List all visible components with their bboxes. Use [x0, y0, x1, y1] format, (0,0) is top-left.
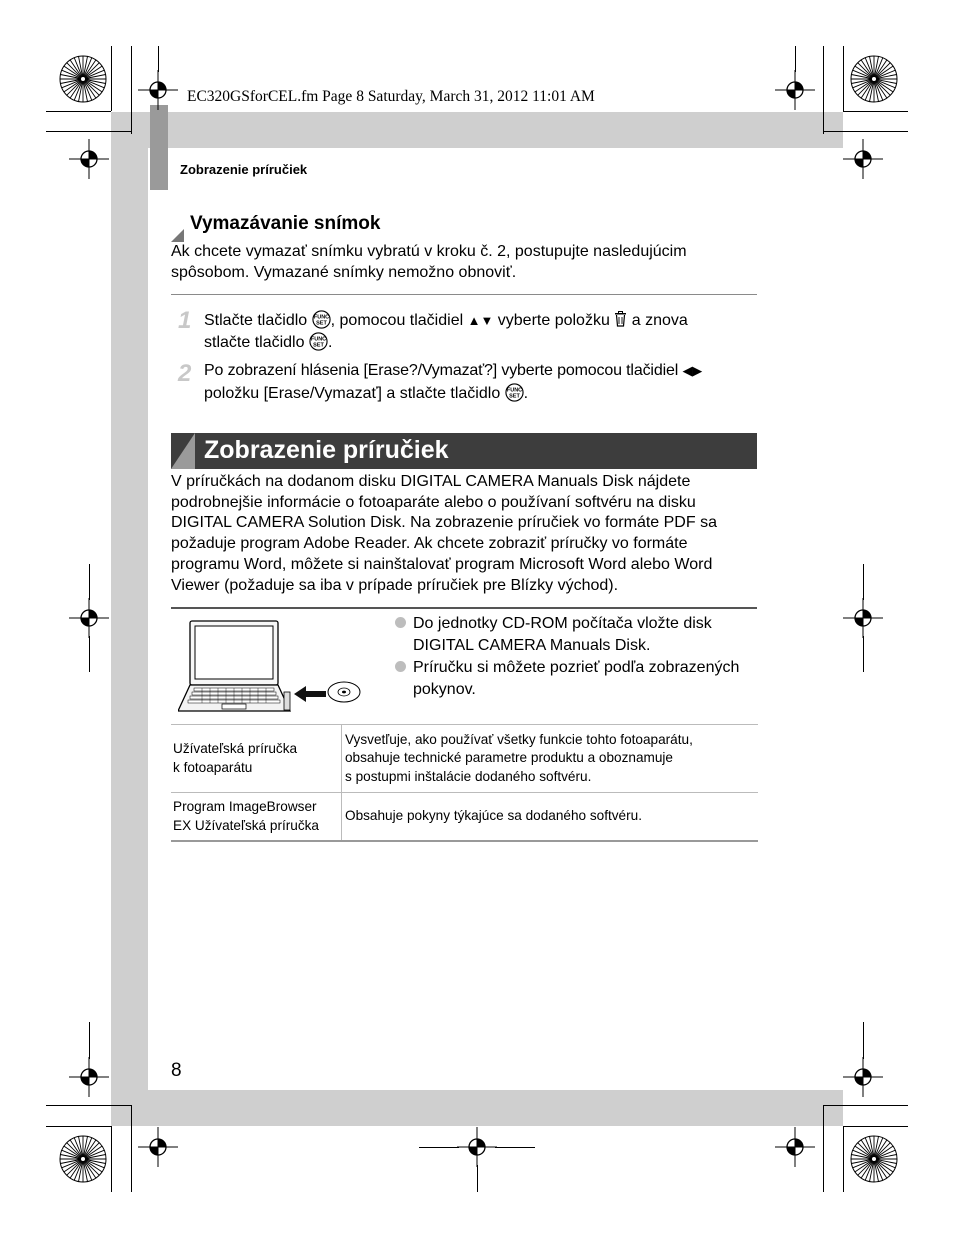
registration-mark-icon: [69, 598, 109, 638]
section-heading: Vymazávanie snímok: [190, 213, 381, 234]
trash-icon: [614, 311, 627, 327]
insert-arrow-icon: [292, 684, 328, 704]
crop-line: [89, 636, 90, 672]
page-number: 8: [171, 1060, 182, 1081]
manual-name: EX Užívateľská príručka: [173, 817, 319, 833]
registration-mark-icon: [843, 1057, 883, 1097]
step1-line1: [204, 310, 688, 332]
star-target-icon: [849, 54, 899, 104]
manual-description: s postupmi inštalácie dodaného softvéru.: [345, 768, 592, 784]
func-set-icon: [312, 310, 331, 329]
left-right-arrows-icon: ◀▶: [682, 363, 703, 378]
registration-mark-icon: [138, 1127, 178, 1167]
step1-text: a znova: [631, 312, 688, 329]
crop-line: [419, 1147, 459, 1148]
title-bar-triangle-icon: [171, 433, 195, 469]
erase-intro-line1: Ak chcete vymazať snímku vybratú v kroku č. 2, postupujte nasledujúcim: [171, 243, 687, 260]
body-line: V príručkách na dodanom disku DIGITAL CAMERA Manuals Disk nájdete: [171, 473, 691, 490]
divider: [171, 607, 757, 609]
manual-description: Vysvetľuje, ako používať všetky funkcie tohto fotoaparátu,: [345, 731, 693, 747]
manual-name: Program ImageBrowser: [173, 799, 317, 815]
star-target-icon: [849, 1134, 899, 1184]
body-line: programu Word, môžete si nainštalovať program Microsoft Word alebo Word: [171, 556, 713, 573]
manual-name: Užívateľská príručka: [173, 741, 298, 757]
step2-text: položku [Erase/Vymazať] a stlačte tlačidlo: [204, 385, 501, 402]
registration-mark-icon: [457, 1127, 497, 1167]
top-gray-band: [111, 112, 843, 148]
manuals-table: [171, 724, 758, 842]
step1-text: .: [327, 334, 333, 351]
crop-line: [46, 1126, 111, 1127]
crop-line: [823, 46, 824, 134]
left-gray-band: [111, 112, 148, 1126]
bullet-icon: [395, 661, 406, 672]
running-title: Zobrazenie príručiek: [180, 162, 308, 177]
erase-intro-line2: spôsobom. Vymazané snímky nemožno obnoviť.: [171, 264, 517, 281]
heading-triangle-icon: [171, 229, 184, 242]
step-number: 2: [178, 360, 192, 387]
registration-mark-icon: [138, 70, 178, 110]
crop-line: [111, 1126, 112, 1192]
crop-line: [863, 1022, 864, 1059]
crop-line: [863, 636, 864, 672]
section-title: Zobrazenie príručiek: [204, 436, 449, 464]
step1-line2: [204, 332, 332, 354]
func-set-icon: [505, 383, 524, 402]
crop-line: [823, 131, 908, 132]
crop-line: [477, 1165, 478, 1192]
crop-line: [843, 1126, 844, 1192]
bullet-text: pokynov.: [413, 681, 476, 698]
crop-line: [843, 111, 908, 112]
body-line: Viewer (požaduje sa iba v prípade príručiek pre Blízky východ).: [171, 577, 619, 594]
bullet-text: Do jednotky CD-ROM počítača vložte disk: [413, 615, 712, 632]
crop-line: [89, 564, 90, 600]
step1-text: Stlačte tlačidlo: [204, 312, 308, 329]
table-row: [171, 793, 758, 842]
divider: [171, 294, 757, 295]
step2-text: Po zobrazení hlásenia [Erase?/Vymazať?] vyberte pomocou tlačidiel: [204, 362, 679, 379]
crop-line: [111, 46, 112, 111]
table-row: [171, 725, 758, 793]
left-dark-tab: [150, 105, 168, 190]
crop-line: [46, 1105, 132, 1106]
crop-line: [46, 131, 132, 132]
table-cell-desc: [342, 793, 758, 840]
registration-mark-icon: [775, 1127, 815, 1167]
crop-line: [89, 1022, 90, 1059]
step2-line1: [204, 361, 702, 382]
step1-text: , pomocou tlačidiel: [330, 312, 464, 329]
crop-line: [495, 1147, 535, 1148]
bottom-gray-band: [111, 1090, 843, 1126]
manual-description: Obsahuje pokyny týkajúce sa dodaného softvéru.: [345, 808, 642, 824]
crop-line: [795, 46, 796, 72]
registration-mark-icon: [69, 139, 109, 179]
crop-line: [158, 46, 159, 72]
star-target-icon: [58, 54, 108, 104]
manual-name: k fotoaparátu: [173, 759, 253, 775]
crop-line: [823, 1105, 908, 1106]
cd-disc-icon: [326, 680, 362, 704]
body-line: požaduje program Adobe Reader. Ak chcete zobraziť príručky vo formáte: [171, 535, 688, 552]
crop-line: [46, 111, 111, 112]
step2-line2: [204, 383, 528, 405]
up-down-arrows-icon: ▲▼: [467, 313, 494, 328]
step1-text: vyberte položku: [497, 312, 610, 329]
body-line: podrobnejšie informácie o fotoaparáte alebo o používaní softvéru na disku: [171, 494, 696, 511]
step1-text: stlačte tlačidlo: [204, 334, 305, 351]
crop-line: [823, 1105, 824, 1192]
table-cell-name: [171, 793, 342, 840]
body-line: DIGITAL CAMERA Solution Disk. Na zobrazenie príručiek vo formáte PDF sa: [171, 514, 717, 531]
star-target-icon: [58, 1134, 108, 1184]
crop-line: [863, 564, 864, 600]
crop-line: [131, 1105, 132, 1192]
crop-line: [843, 46, 844, 111]
table-cell-name: [171, 725, 342, 792]
manual-description: obsahuje technické parametre produktu a oboznamuje: [345, 750, 673, 766]
func-set-icon: [309, 332, 328, 351]
step-number: 1: [178, 307, 192, 334]
crop-line: [843, 1126, 908, 1127]
registration-mark-icon: [843, 598, 883, 638]
registration-mark-icon: [775, 70, 815, 110]
registration-mark-icon: [69, 1057, 109, 1097]
bullet-icon: [395, 617, 406, 628]
step2-text: .: [523, 385, 529, 402]
file-info-header: EC320GSforCEL.fm Page 8 Saturday, March 31, 2012 11:01 AM: [187, 88, 595, 105]
bullet-text: DIGITAL CAMERA Manuals Disk.: [413, 637, 651, 654]
crop-line: [131, 46, 132, 134]
bullet-text: Príručku si môžete pozrieť podľa zobrazených: [413, 659, 740, 676]
registration-mark-icon: [843, 139, 883, 179]
table-cell-desc: [342, 725, 758, 792]
